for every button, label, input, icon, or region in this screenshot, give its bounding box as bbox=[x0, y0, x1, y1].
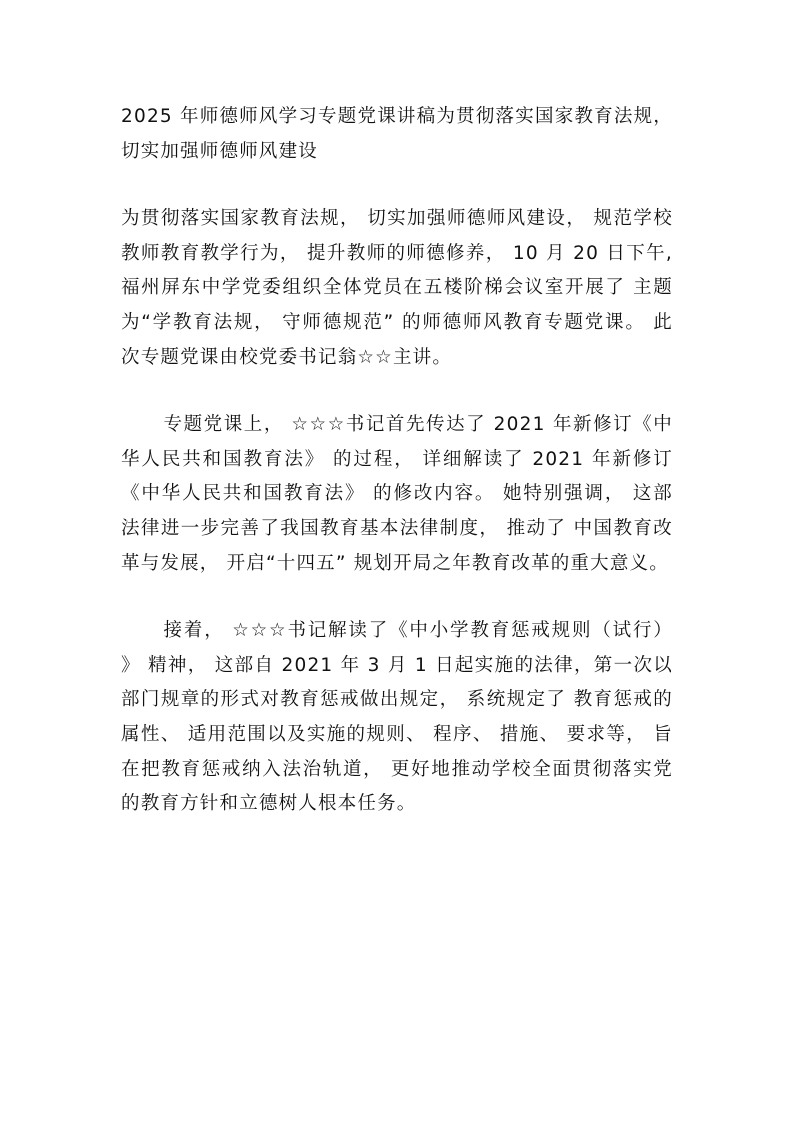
paragraph-intro: 为贯彻落实国家教育法规， 切实加强师德师风建设， 规范学校教师教育教学行为， 提升教师的师德修养， 10 月 20 日下午,福州屏东中学党委组织全体党员在五楼阶梯会议室开展了 主题为“学教育法规， 守师德规范” 的师德师风教育专题党课。 此次专题党课由校党委书记翁☆☆主讲。 bbox=[121, 208, 673, 368]
paragraph-education-law: 专题党课上， ☆☆☆书记首先传达了 2021 年新修订《中华人民共和国教育法》 的过程， 详细解读了 2021 年新修订《中华人民共和国教育法》 的修改内容。 她特别强调， 这部法律进一步完善了我国教育基本法律制度， 推动了 中国教育改革与发展， 开启“十四五” 规划开局之年教育改革的重大意义。 bbox=[121, 414, 673, 574]
paragraph-discipline-rules: 接着， ☆☆☆书记解读了《中小学教育惩戒规则（试行） 》 精神， 这部自 2021 年 3 月 1 日起实施的法律，第一次以部门规章的形式对教育惩戒做出规定， 系统规定了 教育惩戒的属性、 适用范围以及实施的规则、 程序、 措施、 要求等， 旨在把教育惩戒纳入法治轨道， 更好地推动学校全面贯彻落实党的教育方针和立德树人根本任务。 bbox=[121, 620, 673, 815]
document-body bbox=[121, 100, 673, 822]
document-title: 2025 年师德师风学习专题党课讲稿为贯彻落实国家教育法规， 切实加强师德师风建设 bbox=[121, 106, 673, 162]
